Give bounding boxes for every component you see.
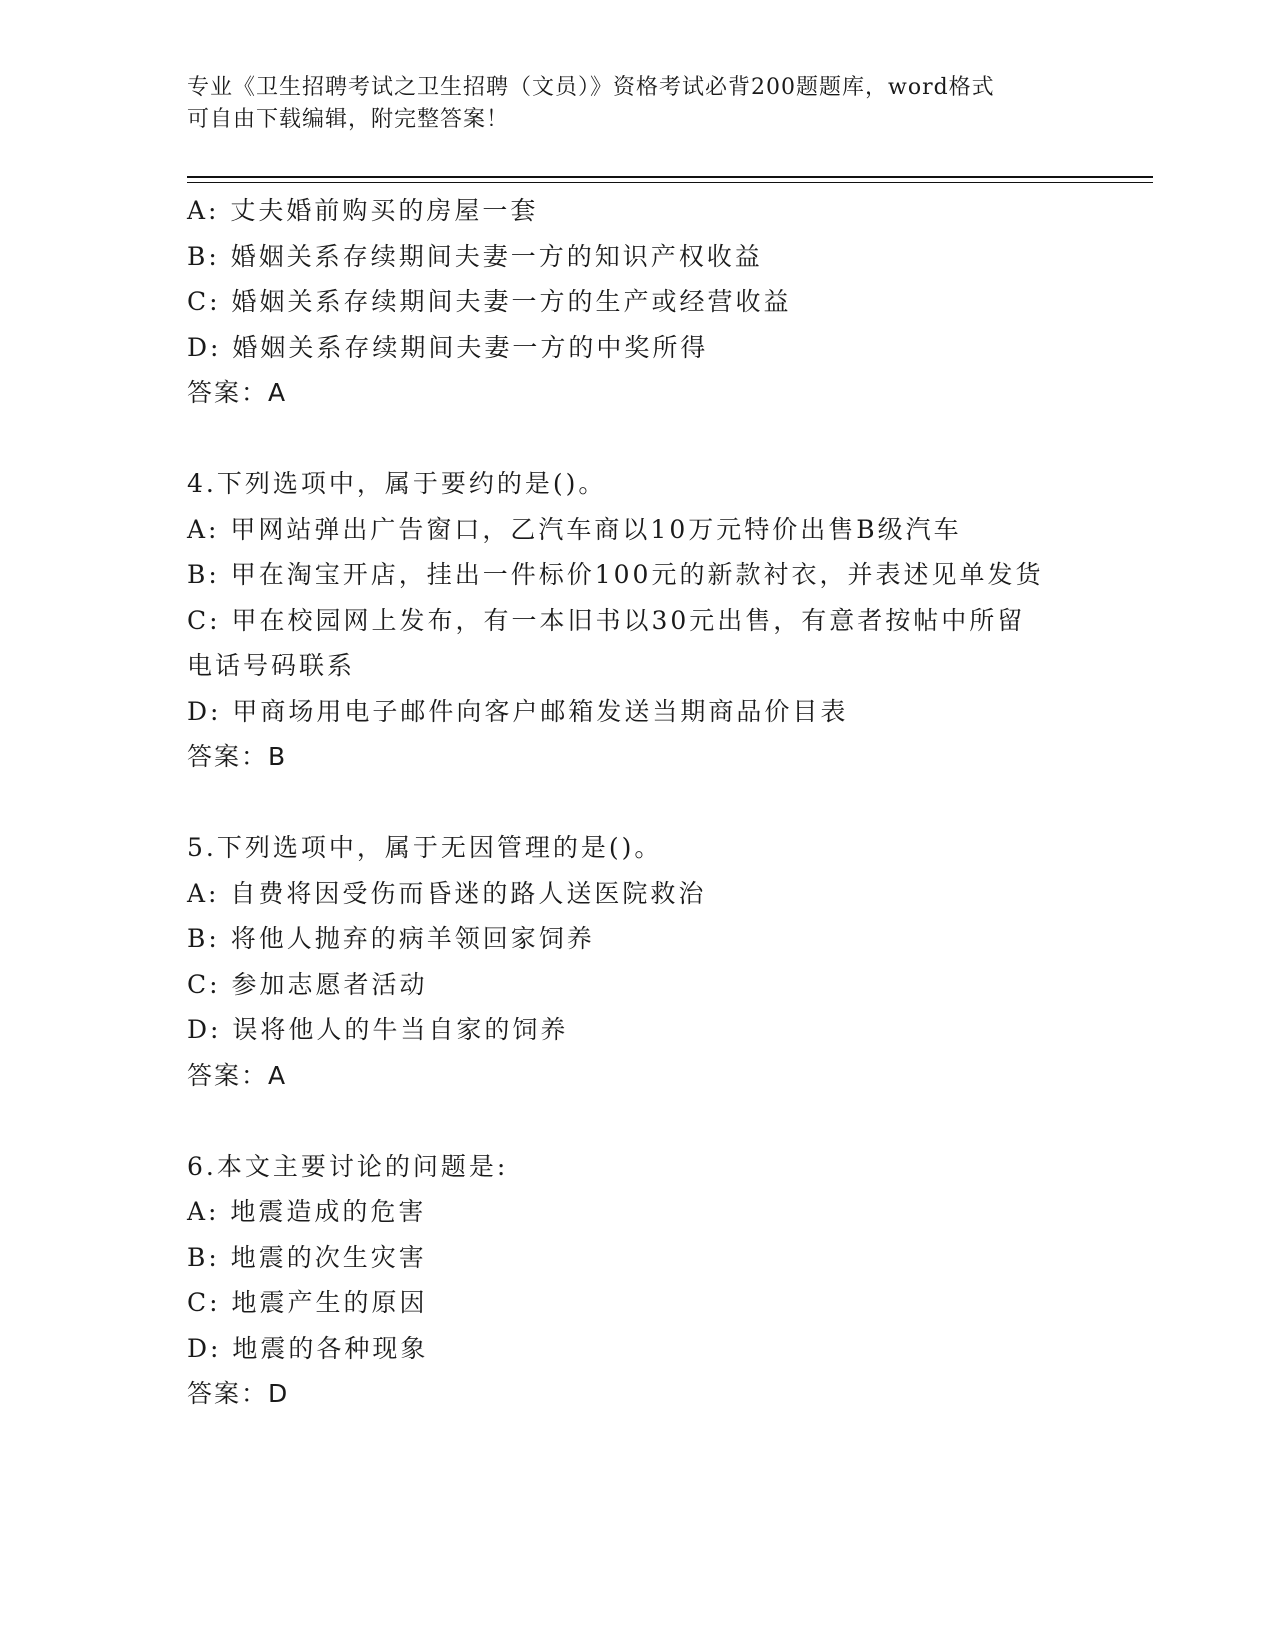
option-d: D: 地震的各种现象 [187,1333,429,1363]
option-a: A: 甲网站弹出广告窗口，乙汽车商以10万元特价出售B级汽车 [187,514,962,544]
header-rule-thin [187,182,1153,183]
option-c: C: 甲在校园网上发布，有一本旧书以30元出售，有意者按帖中所留 [187,605,1026,635]
spacer [187,1098,1087,1144]
header-line-1: 专业《卫生招聘考试之卫生招聘（文员）》资格考试必背200题题库，word格式 [187,75,995,100]
option-d: D: 误将他人的牛当自家的饲养 [187,1015,569,1044]
question-text: 6.本文主要讨论的问题是: [187,1151,509,1181]
question-list [187,188,1087,1417]
option-c: C: 地震产生的原因 [187,1288,428,1317]
option-a: A: 丈夫婚前购买的房屋一套 [187,196,539,225]
question-4 [187,461,1087,780]
answer: 答案：A [187,378,288,407]
option-b: B: 婚姻关系存续期间夫妻一方的知识产权收益 [187,241,763,271]
option-c: C: 婚姻关系存续期间夫妻一方的生产或经营收益 [187,287,792,316]
question-text: 5.下列选项中，属于无因管理的是()。 [187,833,663,862]
header-rule-thick [187,176,1153,178]
spacer [187,416,1087,462]
question-5 [187,825,1087,1098]
option-a: A: 自费将因受伤而昏迷的路人送医院救治 [187,878,707,908]
question-6 [187,1144,1087,1417]
option-b: B: 将他人抛弃的病羊领回家饲养 [187,924,595,953]
question-3 [187,188,1087,416]
option-c-continued: 电话号码联系 [187,651,356,680]
header-line-2: 可自由下载编辑，附完整答案！ [187,107,510,132]
option-b: B: 甲在淘宝开店，挂出一件标价100元的新款衬衣，并表述见单发货 [187,560,1044,589]
option-d: D: 甲商场用电子邮件向客户邮箱发送当期商品价目表 [187,696,849,726]
option-c: C: 参加志愿者活动 [187,969,428,999]
answer: 答案：D [187,1379,290,1408]
option-a: A: 地震造成的危害 [187,1197,427,1226]
option-b: B: 地震的次生灾害 [187,1242,427,1272]
answer: 答案：A [187,1060,288,1090]
answer: 答案：B [187,742,288,771]
document-header [187,72,1067,136]
spacer [187,780,1087,826]
question-text: 4.下列选项中，属于要约的是()。 [187,469,607,498]
option-d: D: 婚姻关系存续期间夫妻一方的中奖所得 [187,332,709,362]
